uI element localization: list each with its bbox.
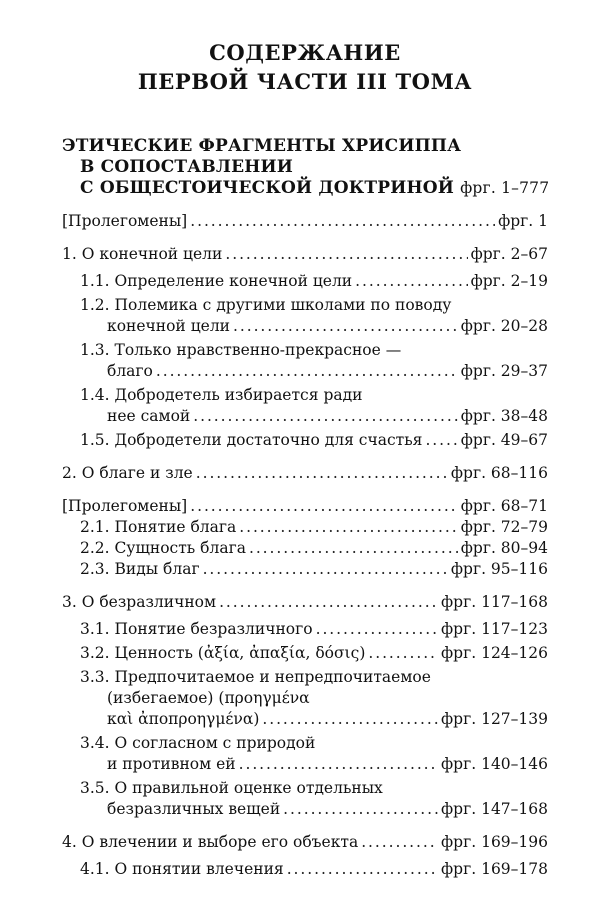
toc-row-ch1[interactable] (62, 244, 548, 265)
page-ref: фрг. 169–196 (441, 833, 548, 851)
toc-row-prolegomena[interactable] (62, 211, 548, 232)
toc-row-1-4[interactable] (80, 406, 548, 427)
leader-dots (219, 592, 438, 613)
entry-label-line-1: 1.3. Только нравственно-прекрасное — (80, 341, 402, 359)
section-title (62, 136, 548, 199)
leader-dots (239, 517, 458, 538)
entry-label: 2.2. Сущность блага (80, 539, 246, 557)
entry-label: 1.1. Определение конечной цели (80, 272, 353, 290)
entry-label: безразличных вещей (107, 800, 281, 818)
section-title-line-1: ЭТИЧЕСКИЕ ФРАГМЕНТЫ ХРИСИППА (62, 136, 462, 156)
entry-label-line-2: (избегаемое) (προηγμένα (107, 689, 310, 707)
entry-label: нее самой (107, 407, 191, 425)
ch1-subsections (62, 271, 548, 451)
toc-row-3-5[interactable] (80, 799, 548, 820)
page-ref: фрг. 1–777 (460, 179, 550, 197)
leader-dots (156, 361, 458, 382)
entry-label: 3. О безразличном (62, 593, 217, 611)
entry-label: [Пролегомены] (62, 212, 188, 230)
entry-label-line-1: 1.4. Добродетель избирается ради (80, 386, 363, 404)
entry-label: 2. О благе и зле (62, 464, 193, 482)
leader-dots (355, 271, 467, 292)
page-ref: фрг. 124–126 (441, 644, 548, 662)
entry-label: 2.1. Понятие блага (80, 518, 237, 536)
leader-dots (262, 709, 438, 730)
toc-row-2-2[interactable] (80, 538, 548, 559)
page-ref: фрг. 68–116 (450, 464, 548, 482)
page-ref: фрг. 80–94 (460, 539, 548, 557)
page-ref: фрг. 147–168 (441, 800, 548, 818)
page-ref: фрг. 2–19 (470, 272, 548, 290)
toc-page (62, 38, 548, 880)
page-ref: фрг. 117–168 (441, 593, 548, 611)
leader-dots (239, 754, 438, 775)
entry-label: и противном ей (107, 755, 236, 773)
ch4-subsections (62, 859, 548, 880)
entry-label: конечной цели (107, 317, 231, 335)
leader-dots (193, 406, 458, 427)
page-ref: фрг. 29–37 (460, 362, 548, 380)
entry-label: 1.5. Добродетели достаточно для счастья (80, 431, 423, 449)
section-title-line-2: В СОПОСТАВЛЕНИИ (80, 157, 294, 177)
toc-row-ch2[interactable] (62, 463, 548, 484)
toc-row-3-2[interactable] (80, 643, 548, 664)
page-ref: фрг. 169–178 (441, 860, 548, 878)
entry-label: 4.1. О понятии влечения (80, 860, 284, 878)
page-ref: фрг. 68–71 (460, 497, 548, 515)
entry-label: 2.3. Виды благ (80, 560, 200, 578)
page-ref: фрг. 72–79 (460, 518, 548, 536)
toc-row-ch4[interactable] (62, 832, 548, 853)
toc-row-2-3[interactable] (80, 559, 548, 580)
leader-dots (283, 799, 438, 820)
entry-label: 3.1. Понятие безразличного (80, 620, 313, 638)
entry-label: 3.2. Ценность (ἀξία, ἀπαξία, δόσις) (80, 644, 366, 662)
page-heading (62, 38, 548, 96)
entry-label-line-1: 1.2. Полемика с другими школами по поводу (80, 296, 452, 314)
section-title-line-3: С ОБЩЕСТОИЧЕСКОЙ ДОКТРИНОЙ (80, 178, 455, 198)
page-ref: фрг. 127–139 (441, 710, 548, 728)
entry-label-line-1: 3.5. О правильной оценке отдельных (80, 779, 383, 797)
toc-row-ch3[interactable] (62, 592, 548, 613)
entry-label-line-1: 3.3. Предпочитаемое и непредпочитаемое (80, 668, 431, 686)
toc-row-section[interactable] (62, 178, 548, 199)
toc-row-1-2[interactable] (80, 316, 548, 337)
page-ref: фрг. 20–28 (460, 317, 548, 335)
leader-dots (225, 244, 467, 265)
entry-label-line-1: 3.4. О согласном с природой (80, 734, 316, 752)
heading-line-2: ПЕРВОЙ ЧАСТИ III ТОМА (137, 69, 473, 94)
toc-row-3-1[interactable] (80, 619, 548, 640)
entry-label: [Пролегомены] (62, 497, 188, 515)
page-ref: фрг. 140–146 (441, 755, 548, 773)
toc-row-4-1[interactable] (80, 859, 548, 880)
leader-dots (190, 211, 495, 232)
leader-dots (249, 538, 458, 559)
toc-row-2-1[interactable] (80, 517, 548, 538)
heading-line-1: СОДЕРЖАНИЕ (209, 40, 401, 65)
page-ref: фрг. 2–67 (470, 245, 548, 263)
leader-dots (316, 619, 438, 640)
toc-row-1-5[interactable] (80, 430, 548, 451)
toc-row-1-3[interactable] (80, 361, 548, 382)
toc-row-3-4[interactable] (80, 754, 548, 775)
leader-dots (190, 496, 458, 517)
toc-row-ch2-prolegomena[interactable] (62, 496, 548, 517)
page-ref: фрг. 117–123 (441, 620, 548, 638)
entry-label: 4. О влечении и выборе его объекта (62, 833, 359, 851)
leader-dots (233, 316, 458, 337)
entry-label: καὶ ἀποπροηγμένα) (107, 710, 260, 728)
page-ref: фрг. 95–116 (450, 560, 548, 578)
ch2-subsections (62, 517, 548, 580)
ch3-subsections (62, 619, 548, 820)
leader-dots (287, 859, 438, 880)
leader-dots (425, 430, 457, 451)
page-ref: фрг. 49–67 (460, 431, 548, 449)
leader-dots (196, 463, 448, 484)
page-ref: фрг. 1 (498, 212, 548, 230)
toc-row-3-3[interactable] (80, 709, 548, 730)
toc-row-1-1[interactable] (80, 271, 548, 292)
leader-dots (361, 832, 438, 853)
entry-label: благо (107, 362, 153, 380)
entry-label: 1. О конечной цели (62, 245, 223, 263)
page-ref: фрг. 38–48 (460, 407, 548, 425)
leader-dots (203, 559, 448, 580)
leader-dots (368, 643, 438, 664)
